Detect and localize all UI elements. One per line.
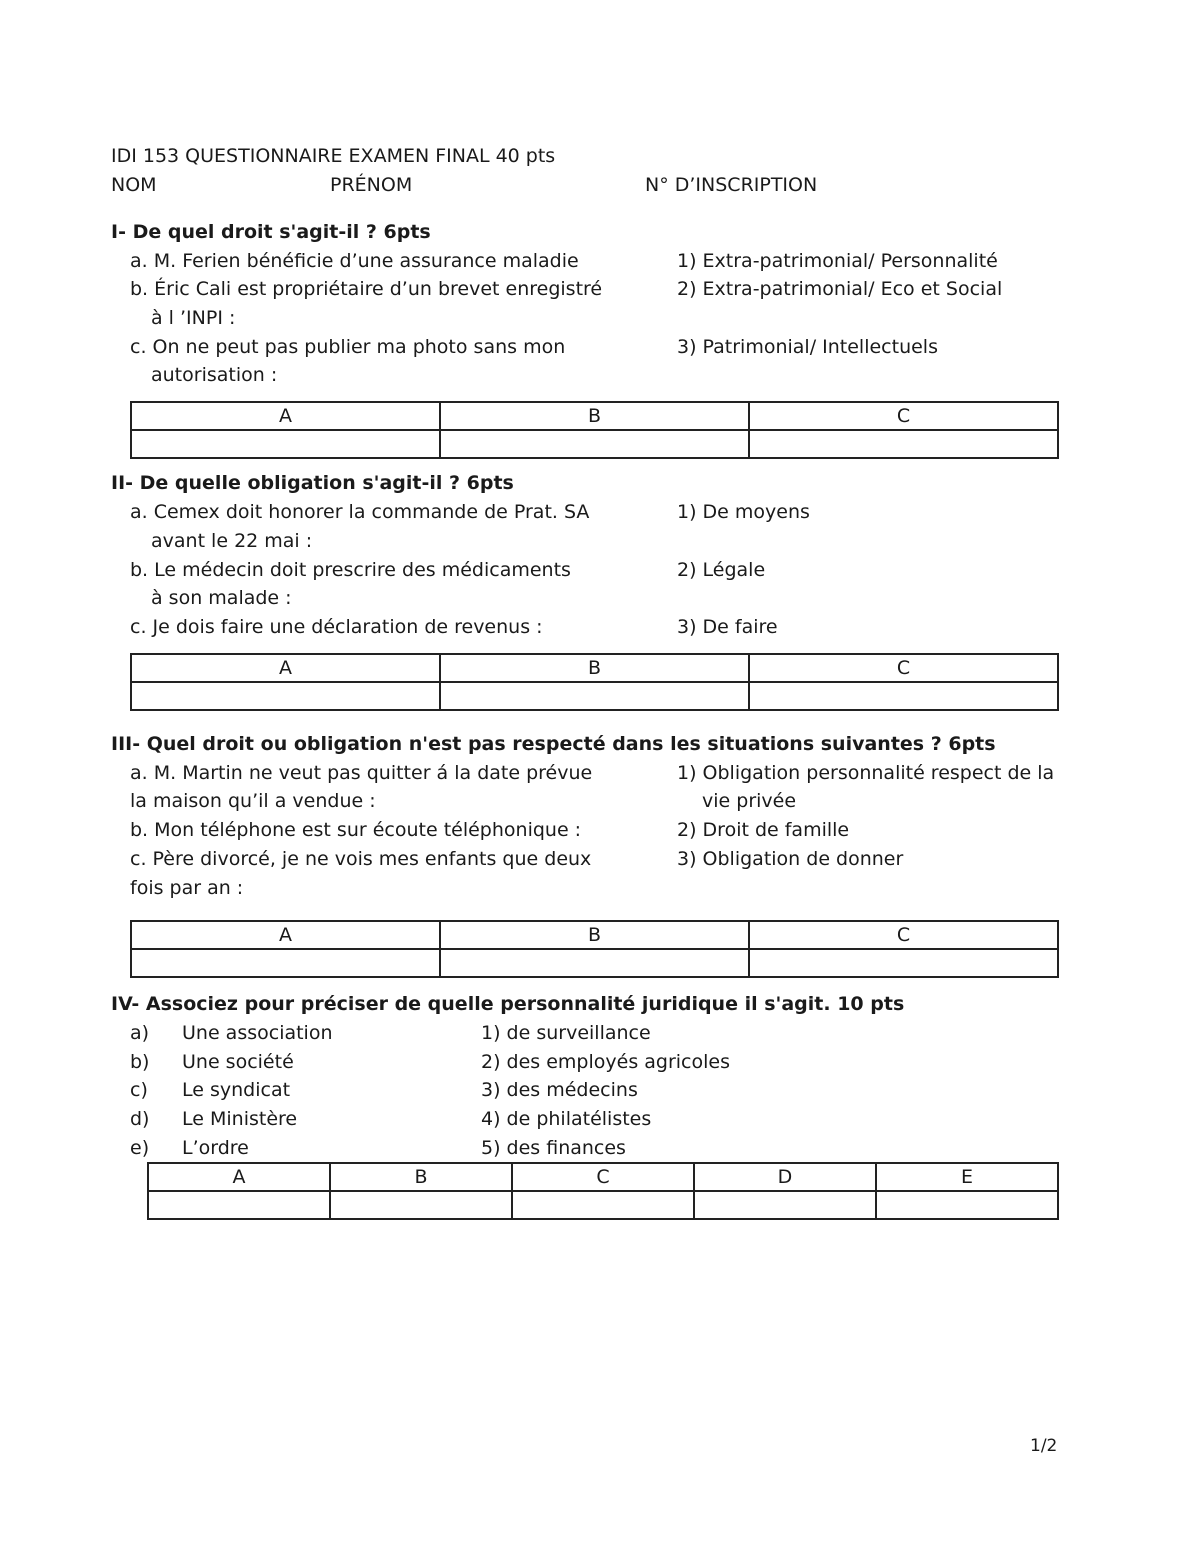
page-number: 1/2 <box>1030 1436 1058 1456</box>
s3-col-c: C <box>749 921 1058 949</box>
s4-col-d: D <box>694 1163 876 1191</box>
s1-col-b: B <box>440 402 749 430</box>
s1-item-b-cont: à l ’INPI : <box>151 307 236 329</box>
s4-item-d: Le Ministère <box>182 1108 298 1130</box>
s1-option-2: 2) Extra-patrimonial/ Eco et Social <box>677 278 1003 300</box>
s4-answer-d[interactable] <box>694 1191 876 1219</box>
s2-col-b: B <box>440 654 749 682</box>
s2-item-c: c. Je dois faire une déclaration de revenus : <box>130 616 543 638</box>
s3-option-1-cont: vie privée <box>702 790 797 812</box>
s4-answer-b[interactable] <box>330 1191 512 1219</box>
section-3-title: III- Quel droit ou obligation n'est pas respecté dans les situations suivantes ? 6pts <box>111 733 996 755</box>
s4-letter-b: b) <box>130 1051 150 1073</box>
s3-item-c: c. Père divorcé, je ne vois mes enfants que deux <box>130 848 592 870</box>
s3-answer-c[interactable] <box>749 949 1058 977</box>
s4-answer-e[interactable] <box>876 1191 1058 1219</box>
s4-option-2: 2) des employés agricoles <box>481 1051 730 1073</box>
s4-option-4: 4) de philatélistes <box>481 1108 652 1130</box>
s1-answer-table <box>130 401 1059 459</box>
s1-answer-a[interactable] <box>131 430 440 458</box>
s2-item-a-cont: avant le 22 mai : <box>151 530 313 552</box>
s4-col-a: A <box>148 1163 330 1191</box>
s2-option-1: 1) De moyens <box>677 501 810 523</box>
s2-col-c: C <box>749 654 1058 682</box>
s3-item-b: b. Mon téléphone est sur écoute téléphonique : <box>130 819 582 841</box>
s4-item-e: L’ordre <box>182 1137 249 1159</box>
s4-letter-a: a) <box>130 1022 150 1044</box>
nom-label: NOM <box>111 174 157 196</box>
section-4-title: IV- Associez pour préciser de quelle personnalité juridique il s'agit. 10 pts <box>111 993 905 1015</box>
s4-option-5: 5) des finances <box>481 1137 626 1159</box>
s2-option-3: 3) De faire <box>677 616 778 638</box>
s4-item-a: Une association <box>182 1022 333 1044</box>
s2-answer-table <box>130 653 1059 711</box>
s3-option-2: 2) Droit de famille <box>677 819 850 841</box>
s3-option-3: 3) Obligation de donner <box>677 848 904 870</box>
s2-item-b: b. Le médecin doit prescrire des médicaments <box>130 559 571 581</box>
s1-item-c: c. On ne peut pas publier ma photo sans mon <box>130 336 566 358</box>
s2-option-2: 2) Légale <box>677 559 766 581</box>
inscription-label: N° D’INSCRIPTION <box>645 174 818 196</box>
s3-item-c-cont: fois par an : <box>130 877 244 899</box>
s4-answer-a[interactable] <box>148 1191 330 1219</box>
section-2-title: II- De quelle obligation s'agit-il ? 6pts <box>111 472 514 494</box>
s1-answer-c[interactable] <box>749 430 1058 458</box>
section-1-title: I- De quel droit s'agit-il ? 6pts <box>111 221 431 243</box>
s4-item-b: Une société <box>182 1051 294 1073</box>
s4-item-c: Le syndicat <box>182 1079 291 1101</box>
s1-col-a: A <box>131 402 440 430</box>
s3-item-a: a. M. Martin ne veut pas quitter á la date prévue <box>130 762 593 784</box>
s4-answer-c[interactable] <box>512 1191 694 1219</box>
s1-item-a: a. M. Ferien bénéficie d’une assurance maladie <box>130 250 579 272</box>
s1-item-b: b. Éric Cali est propriétaire d’un brevet enregistré <box>130 278 603 300</box>
s1-item-c-cont: autorisation : <box>151 364 278 386</box>
s1-option-1: 1) Extra-patrimonial/ Personnalité <box>677 250 998 272</box>
s2-item-a: a. Cemex doit honorer la commande de Prat. SA <box>130 501 590 523</box>
s3-answer-a[interactable] <box>131 949 440 977</box>
s1-col-c: C <box>749 402 1058 430</box>
s4-col-b: B <box>330 1163 512 1191</box>
s2-item-b-cont: à son malade : <box>151 587 292 609</box>
s4-letter-d: d) <box>130 1108 150 1130</box>
s2-answer-a[interactable] <box>131 682 440 710</box>
exam-title: IDI 153 QUESTIONNAIRE EXAMEN FINAL 40 pts <box>111 145 556 167</box>
s3-col-b: B <box>440 921 749 949</box>
s3-answer-table <box>130 920 1059 978</box>
prenom-label: PRÉNOM <box>330 174 413 196</box>
s2-answer-b[interactable] <box>440 682 749 710</box>
s4-col-e: E <box>876 1163 1058 1191</box>
s4-answer-table <box>147 1162 1059 1220</box>
s4-letter-e: e) <box>130 1137 150 1159</box>
s3-answer-b[interactable] <box>440 949 749 977</box>
s4-letter-c: c) <box>130 1079 148 1101</box>
s1-answer-b[interactable] <box>440 430 749 458</box>
s1-option-3: 3) Patrimonial/ Intellectuels <box>677 336 938 358</box>
s3-col-a: A <box>131 921 440 949</box>
s2-col-a: A <box>131 654 440 682</box>
s4-col-c: C <box>512 1163 694 1191</box>
s2-answer-c[interactable] <box>749 682 1058 710</box>
s4-option-1: 1) de surveillance <box>481 1022 651 1044</box>
s4-option-3: 3) des médecins <box>481 1079 638 1101</box>
s3-item-a-cont: la maison qu’il a vendue : <box>130 790 376 812</box>
s3-option-1: 1) Obligation personnalité respect de la <box>677 762 1055 784</box>
